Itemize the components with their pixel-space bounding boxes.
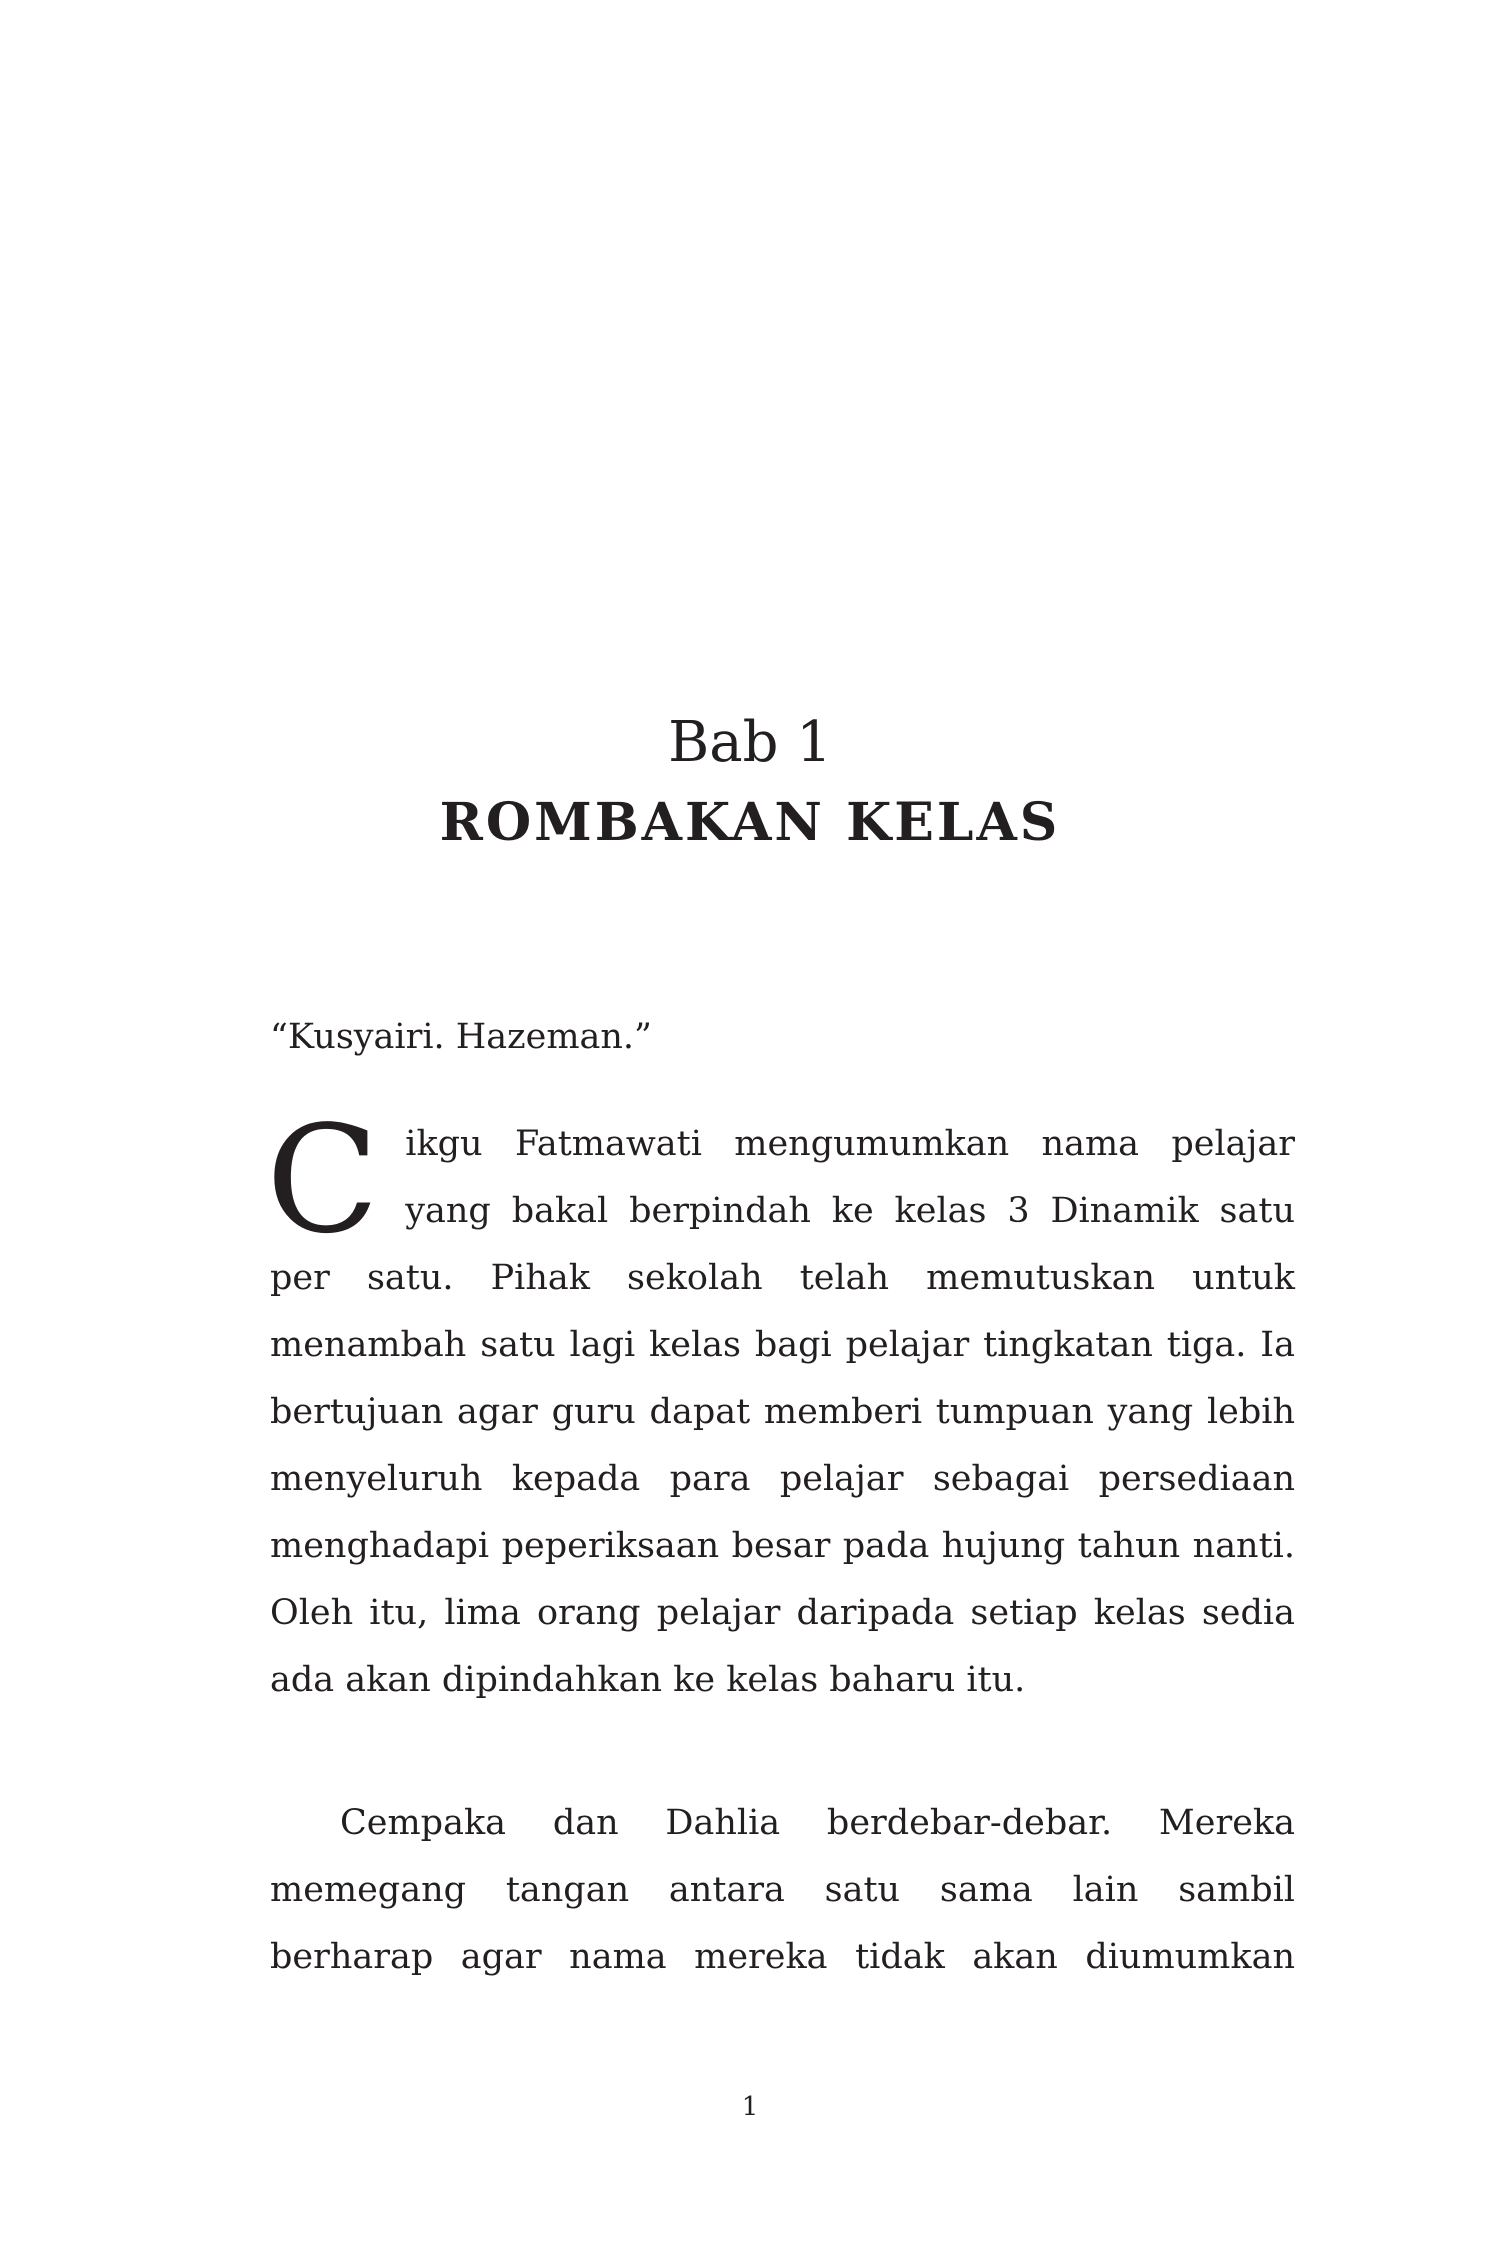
paragraph-2: Cempaka dan Dahlia berdebar-debar. Mereka memegang tangan antara satu sama lain sambil berharap agar nama mereka tidak akan diumumkan <box>270 1803 1295 1977</box>
paragraph-1-text: ikgu Fatmawati mengumumkan nama pelajar yang bakal berpindah ke kelas 3 Dinamik satu per satu. Pihak sekolah telah memutuskan untuk menambah satu lagi kelas bagi pelajar tingkatan tiga. Ia bertujuan agar guru dapat memberi tumpuan yang lebih menyeluruh kepada para pelajar sebagai persediaan menghadapi peperiksaan besar pada hujung tahun nanti. Oleh itu, lima orang pelajar daripada setiap kelas sedia ada akan dipindahkan ke kelas baharu itu. <box>270 1124 1295 1700</box>
chapter-title: ROMBAKAN KELAS <box>439 792 1061 853</box>
paragraph-1 <box>266 1094 1295 1714</box>
page-number: 1 <box>741 2092 759 2122</box>
chapter-label: Bab 1 <box>668 710 832 775</box>
drop-cap: C <box>266 1094 380 1266</box>
opening-quote: “Kusyairi. Hazeman.” <box>270 1017 652 1057</box>
